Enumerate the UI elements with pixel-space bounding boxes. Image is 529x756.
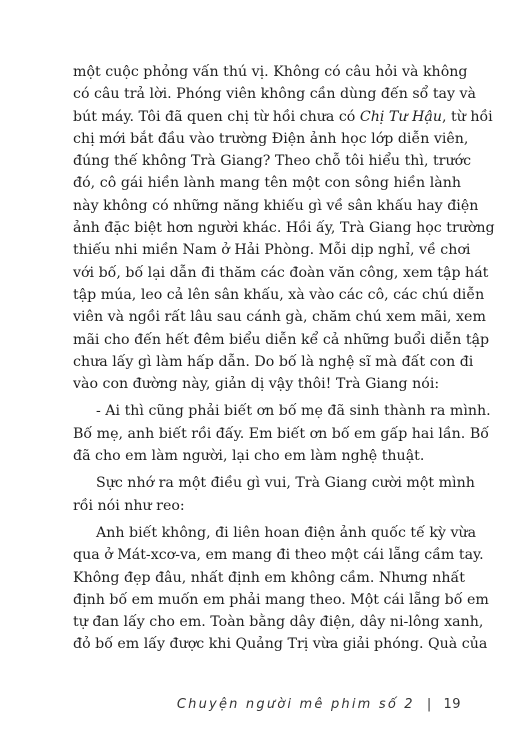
text-line <box>73 61 468 83</box>
text-line <box>73 217 495 239</box>
text-segment: rồi nói như reo: <box>73 497 185 514</box>
text-segment: đỏ bố em lấy được khi Quảng Trị vừa giải phóng. Quà của <box>73 636 488 653</box>
text-line <box>73 83 477 105</box>
footer-separator: | <box>426 697 432 712</box>
text-line <box>73 150 472 172</box>
text-segment: đó, cô gái hiền lành mang tên một con sông hiền lành <box>73 175 461 192</box>
text-segment: mãi cho đến hết đêm biểu diễn kể cả những buổi diễn tập <box>73 331 490 348</box>
text-line <box>73 262 489 284</box>
italic-title-text: Chị Tư Hậu <box>359 108 442 125</box>
text-segment: này không có những năng khiếu gì về sân khấu hay điện <box>73 197 479 214</box>
running-footer <box>0 697 461 712</box>
body-text <box>73 61 495 656</box>
text-segment: chưa lấy gì làm hấp dẫn. Do bố là nghệ sĩ mà đất con đi <box>73 353 474 370</box>
text-line <box>73 172 461 194</box>
running-title: Chuyện người mê phim số 2 <box>176 697 415 712</box>
text-line <box>73 306 486 328</box>
text-line <box>73 445 461 467</box>
text-segment: - Ai thì cũng phải biết ơn bố mẹ đã sinh thành ra mình. <box>96 403 491 420</box>
text-line <box>73 239 471 261</box>
text-segment: đã cho em làm người, lại cho em làm nghệ thuật. <box>73 448 425 465</box>
text-segment: Sực nhớ ra một điều gì vui, Trà Giang cười một mình <box>96 475 475 492</box>
text-line <box>73 284 485 306</box>
paragraph <box>73 400 491 467</box>
text-line <box>73 106 493 128</box>
text-line <box>73 351 474 373</box>
text-segment: đúng thế không Trà Giang? Theo chỗ tôi hiểu thì, trước <box>73 153 472 170</box>
text-line <box>73 373 461 395</box>
text-line <box>73 495 461 517</box>
text-line <box>73 423 489 445</box>
text-segment: viên và ngồi rất lâu sau cánh gà, chăm chú xem mãi, xem <box>73 309 486 326</box>
page-number: 19 <box>443 697 461 712</box>
text-line <box>73 128 469 150</box>
paragraph <box>73 61 495 395</box>
text-segment: Bố mẹ, anh biết rồi đấy. Em biết ơn bố em gấp hai lần. Bố <box>73 425 489 442</box>
text-line <box>73 195 479 217</box>
text-segment: bút máy. Tôi đã quen chị từ hồi chưa có <box>73 108 360 125</box>
text-segment: Anh biết không, đi liên hoan điện ảnh quốc tế kỳ vừa <box>96 524 477 541</box>
text-segment: qua ở Mát-xcơ-va, em mang đi theo một cái lẵng cầm tay. <box>73 547 484 564</box>
text-segment: chị mới bắt đầu vào trường Điện ảnh học lớp diễn viên, <box>73 130 469 147</box>
paragraph <box>73 522 489 656</box>
text-segment: vào con đường này, giản dị vậy thôi! Trà Giang nói: <box>73 376 440 393</box>
text-line <box>73 522 477 544</box>
text-segment: một cuộc phỏng vấn thú vị. Không có câu hỏi và không <box>73 64 468 80</box>
text-segment: với bố, bố lại dẫn đi thăm các đoàn văn công, xem tập hát <box>73 264 489 281</box>
text-line <box>73 633 488 655</box>
text-line <box>73 400 491 422</box>
text-segment: ảnh đặc biệt hơn người khác. Hồi ấy, Trà Giang học trường <box>73 220 495 237</box>
text-segment: tập múa, leo cả lên sân khấu, xà vào các cô, các chú diễn <box>73 286 485 303</box>
text-segment: thiếu nhi miền Nam ở Hải Phòng. Mỗi dịp nghỉ, về chơi <box>73 242 471 259</box>
text-line <box>73 611 484 633</box>
text-line <box>73 544 484 566</box>
text-line <box>73 472 475 494</box>
text-line <box>73 589 489 611</box>
text-line <box>73 329 490 351</box>
text-segment: tự đan lấy cho em. Toàn bằng dây điện, dây ni-lông xanh, <box>73 614 484 631</box>
text-segment: có câu trả lời. Phóng viên không cần dùng đến sổ tay và <box>73 86 477 103</box>
paragraph <box>73 472 475 517</box>
text-segment: , từ hồi <box>441 108 493 125</box>
text-segment: Không đẹp đâu, nhất định em không cầm. Nhưng nhất <box>73 569 465 586</box>
text-line <box>73 567 465 589</box>
text-segment: định bố em muốn em phải mang theo. Một cái lẵng bố em <box>73 591 489 608</box>
